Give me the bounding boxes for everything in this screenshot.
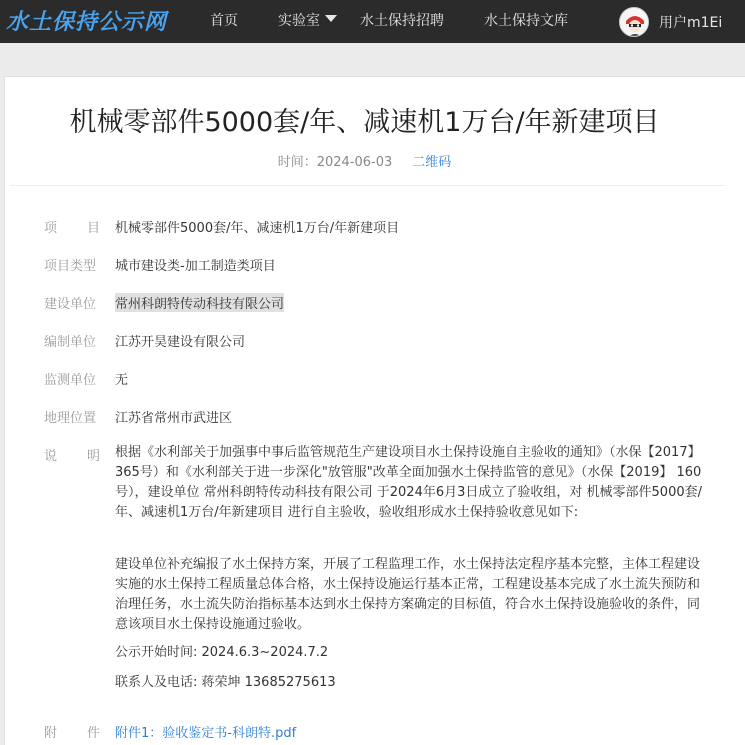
desc-paragraph-2: 建设单位补充编报了水土保持方案，开展了工程监理工作，水土保持法定程序基本完整，主体工程建设实施的水土保持工程质量总体合格，水土保持设施运行基本正常，工程建设基本完成了水土流失预防和治理任务，水土流失防治指标基本达到水土保持方案确定的目标值，符合水土保持设施验收的条件，同意该项目水土保持设施通过验收。: [115, 557, 701, 632]
nav-home[interactable]: 首页: [210, 13, 238, 29]
nav-recruit[interactable]: 水土保持招聘: [360, 13, 444, 29]
nav-library[interactable]: 水土保持文库: [484, 13, 568, 29]
monitor-label: 监测单位: [44, 373, 97, 388]
project-label-char-1: 项: [44, 221, 58, 236]
top-navbar: [0, 0, 745, 43]
attachment-link[interactable]: 附件1：验收鉴定书-科朗特.pdf: [115, 726, 297, 741]
qr-code-link[interactable]: 二维码: [412, 155, 452, 170]
compiler-label: 编制单位: [44, 335, 97, 350]
attach-label-char-2: 件: [86, 726, 100, 741]
page-gap: [0, 43, 745, 76]
compiler-value: 江苏开昊建设有限公司: [115, 335, 246, 350]
attach-label: [44, 722, 100, 741]
publish-time: 时间：2024-06-03: [277, 155, 393, 170]
desc-paragraph-3: 公示开始时间: 2024.6.3~2024.7.2: [115, 645, 329, 660]
page-title: 机械零部件5000套/年、减速机1万台/年新建项目: [69, 107, 660, 138]
project-label: [44, 217, 100, 236]
desc-label-char-1: 说: [44, 449, 58, 464]
avatar-image-icon: [620, 8, 649, 37]
nav-lab[interactable]: [278, 12, 337, 30]
project-label-char-2: 目: [86, 221, 100, 236]
builder-value: 常州科朗特传动科技有限公司: [115, 293, 284, 312]
location-label: 地理位置: [44, 411, 97, 426]
location-value: 江苏省常州市武进区: [115, 411, 233, 426]
desc-paragraph-1: 根据《水利部关于加强事中事后监管规范生产建设项目水土保持设施自主验收的通知》（水保【2017】365号）和《水利部关于进一步深化"放管服"改革全面加强水土保持监管的意见》（水保【2019】 160号），建设单位 常州科朗特传动科技有限公司 于2024年6月3日成立了验收组，对 机械零部件5000套/年、减速机1万台/年新建项目 进行自主验收，验收组形成水土保持验收意见如下:: [115, 445, 702, 520]
desc-paragraph-4: 联系人及电话: 蒋荣坤 13685275613: [115, 675, 336, 690]
user-name[interactable]: 用户m1Ei: [659, 15, 723, 31]
divider: [10, 185, 725, 186]
desc-label-char-2: 明: [86, 449, 100, 464]
type-value: 城市建设类-加工制造类项目: [115, 259, 276, 274]
attach-label-char-1: 附: [44, 726, 58, 741]
desc-label: [44, 445, 100, 464]
project-value: 机械零部件5000套/年、减速机1万台/年新建项目: [115, 221, 400, 236]
article-meta: [0, 151, 729, 170]
site-logo[interactable]: 水土保持公示网: [6, 10, 168, 35]
nav-lab-label: 实验室: [278, 13, 320, 29]
monitor-value: 无: [115, 373, 129, 388]
builder-label: 建设单位: [44, 297, 97, 312]
avatar[interactable]: [619, 7, 649, 37]
caret-down-icon: [325, 15, 337, 22]
type-label: 项目类型: [44, 259, 97, 274]
